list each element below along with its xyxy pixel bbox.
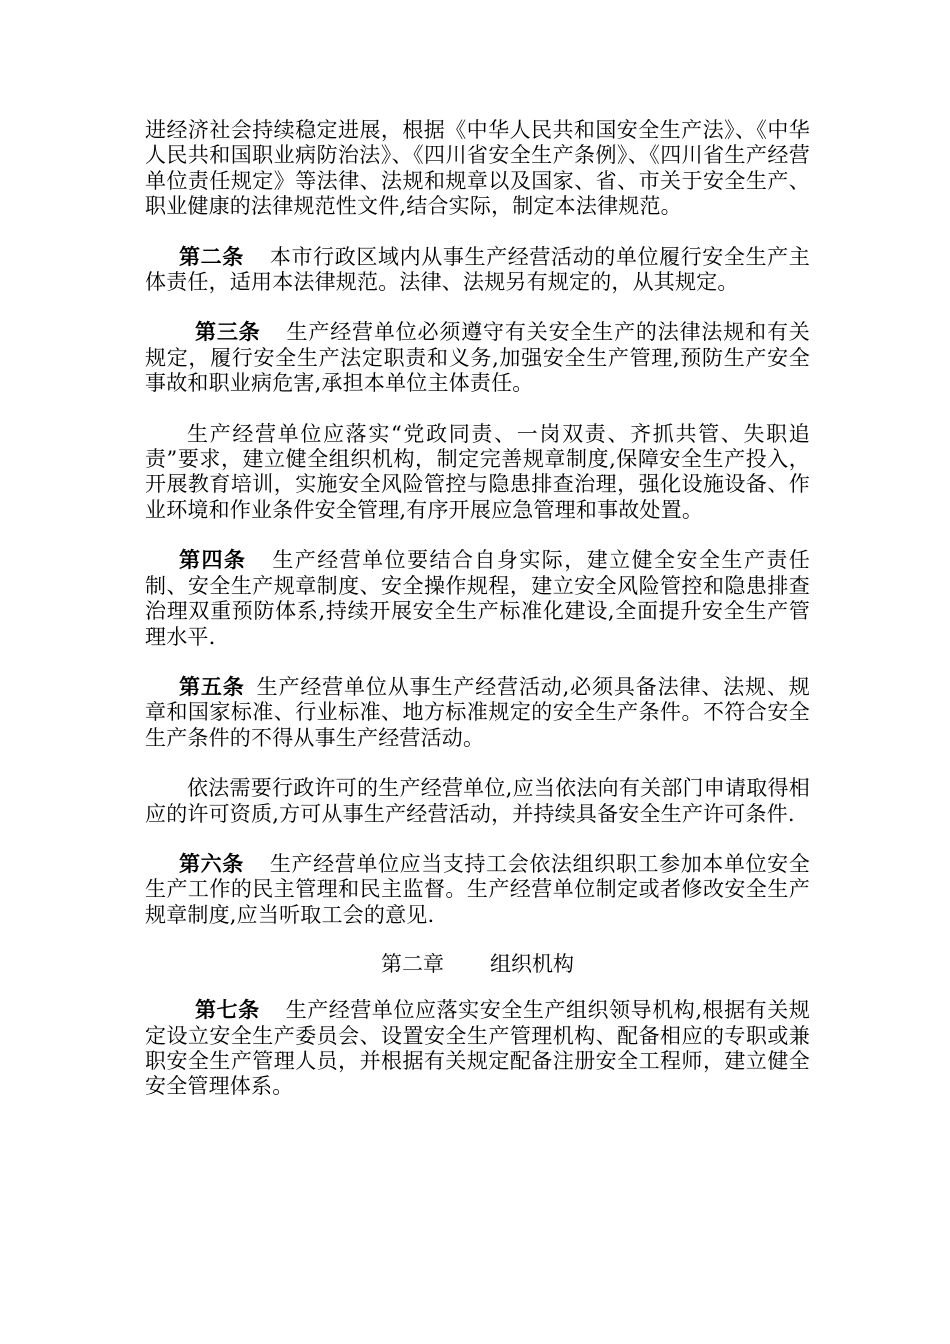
- article-4-text: 生产经营单位要结合自身实际，建立健全安全生产责任制、安全生产规章制度、安全操作规程，建立安全风险管控和隐患排查治理双重预防体系,持续开展安全生产标准化建设,全面提升安全生产管理水平.: [145, 548, 810, 649]
- article-5: [145, 675, 810, 751]
- document-page: [145, 118, 810, 1100]
- chapter-title: 组织机构: [490, 952, 574, 977]
- article-3-text: 生产经营单位必须遵守有关安全生产的法律法规和有关规定，履行安全生产法定职责和义务,加强安全生产管理,预防生产安全事故和职业病危害,承担本单位主体责任。: [145, 320, 810, 396]
- article-3-paragraph-2: 生产经营单位应落实“党政同责、一岗双责、齐抓共管、失职追责”要求，建立健全组织机构，制定完善规章制度,保障安全生产投入，开展教育培训，实施安全风险管控与隐患排查治理，强化设施设备、作业环境和作业条件安全管理,有序开展应急管理和事故处置。: [145, 421, 810, 522]
- article-6-text: 生产经营单位应当支持工会依法组织职工参加本单位安全生产工作的民主管理和民主监督。生产经营单位制定或者修改安全生产规章制度,应当听取工会的意见.: [145, 851, 810, 927]
- article-5-label: 第五条: [179, 674, 245, 699]
- article-6-label: 第六条: [179, 851, 244, 876]
- article-2: [145, 245, 810, 296]
- article-2-text: 本市行政区域内从事生产经营活动的单位履行安全生产主体责任，适用本法律规范。法律、法规另有规定的，从其规定。: [145, 244, 810, 295]
- article-5-text: 生产经营单位从事生产经营活动,必须具备法律、法规、规章和国家标准、行业标准、地方标准规定的安全生产条件。不符合安全生产条件的不得从事生产经营活动。: [145, 674, 810, 750]
- article-5-paragraph-2: 依法需要行政许可的生产经营单位,应当依法向有关部门申请取得相应的许可资质,方可从事生产经营活动，并持续具备安全生产许可条件.: [145, 776, 810, 826]
- article-3-label: 第三条: [195, 320, 261, 345]
- article-2-label: 第二条: [179, 244, 244, 269]
- paragraph-intro-continued: 进经济社会持续稳定进展，根据《中华人民共和国安全生产法》、《中华人民共和国职业病防治法》、《四川省安全生产条例》、《四川省生产经营单位责任规定》等法律、法规和规章以及国家、省、市关于安全生产、职业健康的法律规范性文件,结合实际，制定本法律规范。: [145, 118, 810, 219]
- article-7-text: 生产经营单位应落实安全生产组织领导机构,根据有关规定设立安全生产委员会、设置安全生产管理机构、配备相应的专职或兼职安全生产管理人员，并根据有关规定配备注册安全工程师，建立健全安全管理体系。: [145, 998, 810, 1099]
- article-4-label: 第四条: [179, 548, 247, 573]
- article-3: [145, 320, 810, 396]
- article-4: [145, 548, 810, 650]
- article-7-label: 第七条: [195, 998, 260, 1023]
- article-7: [145, 998, 810, 1100]
- article-6: [145, 852, 810, 928]
- chapter-heading: [145, 950, 810, 978]
- chapter-number: 第二章: [381, 952, 444, 977]
